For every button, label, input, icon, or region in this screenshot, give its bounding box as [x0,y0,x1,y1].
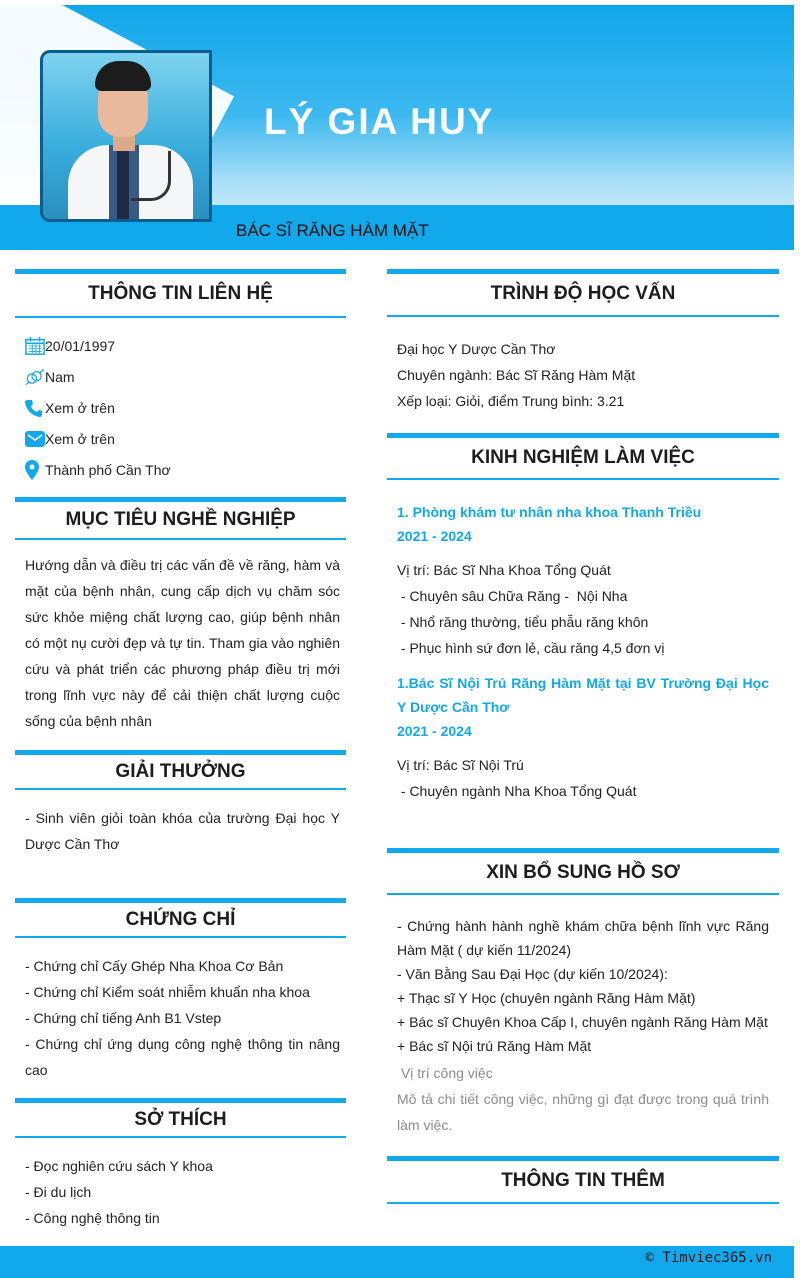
job-detail: - Nhổ răng thường, tiểu phẫu răng khôn [397,614,649,630]
objective-section [15,497,346,734]
certificate-item: - Chứng chỉ Kiểm soát nhiễm khuẩn nha khoa [25,984,310,1000]
supplement-line: + Bác sĩ Chuyên Khoa Cấp I, chuyên ngành Răng Hàm Mặt [397,1014,768,1030]
certificate-item: - Chứng chỉ Cấy Ghép Nha Khoa Cơ Bản [25,958,284,974]
job-detail: - Chuyên ngành Nha Khoa Tổng Quát [397,783,637,799]
education-line: Xếp loại: Giỏi, điểm Trung bình: 3.21 [397,393,625,409]
education-section [387,269,779,414]
contact-item-phone [15,392,346,423]
experience-section [387,433,779,804]
job-period: 2021 - 2024 [397,723,472,739]
job-position: Vị trí: Bác Sĩ Nội Trú [397,757,524,773]
job-period: 2021 - 2024 [397,528,472,544]
placeholder-description: Mô tả chi tiết công việc, những gì đạt được trong quá trình làm việc. [397,1091,769,1133]
supplement-line: - Chứng hành hành nghề khám chữa bệnh lĩnh vực Răng Hàm Mặt ( dự kiến 11/2024) [397,918,769,958]
hobby-item: - Công nghệ thông tin [25,1210,160,1226]
job-entry [397,671,769,804]
supplement-line: - Văn Bằng Sau Đại Học (dự kiến 10/2024): [397,966,668,982]
section-heading: THÔNG TIN LIÊN HỆ [15,269,346,318]
contact-text: Thành phố Cần Thơ [45,461,171,478]
contact-section [15,269,346,485]
job-title: BÁC SĨ RĂNG HÀM MẶT [236,221,429,240]
objective-text: Hướng dẫn và điều trị các vấn đề về răng, hàm và mặt của bệnh nhân, cung cấp dịch vụ chăm sóc sức khỏe miệng chất lượng cao, giúp bệnh nhân có một nụ cười đẹp và tự tin. Tham gia vào nghiên cứu và phát triển các phương pháp điều trị mới trong lĩnh vực này để cải thiện chất lượng cuộc sống của bệnh nhân [25,557,340,729]
more-info-section [387,1156,779,1204]
supplement-section [387,848,779,1138]
supplement-line: + Thạc sĩ Y Học (chuyên ngành Răng Hàm Mặt) [397,990,696,1006]
hobby-item: - Đi du lịch [25,1184,92,1200]
job-entry [397,500,769,661]
contact-text: Xem ở trên [45,399,115,416]
contact-text: Nam [45,368,75,385]
profile-photo [40,50,212,222]
email-icon [15,431,45,447]
hobby-item: - Đọc nghiên cứu sách Y khoa [25,1158,213,1174]
job-detail: - Phục hình sứ đơn lẻ, cầu răng 4,5 đơn vị [397,640,665,656]
location-icon [15,460,45,480]
section-heading: THÔNG TIN THÊM [387,1156,779,1204]
contact-item-birthday [15,330,346,361]
calendar-icon [15,336,45,356]
job-detail: - Chuyên sâu Chữa Răng - Nội Nha [397,588,628,604]
contact-item-location [15,454,346,485]
section-heading: SỞ THÍCH [15,1098,346,1138]
supplement-line: + Bác sĩ Nội trú Răng Hàm Mặt [397,1038,592,1054]
awards-text: - Sinh viên giỏi toàn khóa của trường Đại học Y Dược Cần Thơ [25,810,340,852]
contact-item-gender [15,361,346,392]
awards-section [15,750,346,857]
hobbies-section [15,1098,346,1231]
section-heading: XIN BỔ SUNG HỒ SƠ [387,848,779,895]
footer-bar [0,1246,794,1278]
contact-text: 20/01/1997 [45,337,116,354]
certificate-item: - Chứng chỉ tiếng Anh B1 Vstep [25,1010,222,1026]
contact-item-email [15,423,346,454]
section-heading: GIẢI THƯỞNG [15,750,346,790]
gender-icon [15,367,45,387]
education-line: Đại học Y Dược Cần Thơ [397,341,556,357]
section-heading: MỤC TIÊU NGHỀ NGHIỆP [15,497,346,540]
certificates-section [15,898,346,1083]
contact-text: Xem ở trên [45,430,115,447]
placeholder-title: Vị trí công việc [397,1065,493,1081]
section-heading: KINH NGHIỆM LÀM VIỆC [387,433,779,480]
footer-credit: © Timviec365.vn [645,1250,772,1266]
job-position: Vị trí: Bác Sĩ Nha Khoa Tổng Quát [397,562,611,578]
job-company: 1. Phòng khám tư nhân nha khoa Thanh Triều [397,504,702,520]
certificate-item: - Chứng chỉ ứng dụng công nghệ thông tin nâng cao [25,1036,340,1078]
section-heading: TRÌNH ĐỘ HỌC VẤN [387,269,779,317]
job-company: 1.Bác Sĩ Nội Trú Răng Hàm Mặt tại BV Trường Đại Học Y Dược Cần Thơ [397,675,769,715]
candidate-name: LÝ GIA HUY [264,101,495,142]
cv-header [0,5,794,250]
phone-icon [15,399,45,417]
section-heading: CHỨNG CHỈ [15,898,346,938]
education-line: Chuyên ngành: Bác Sĩ Răng Hàm Mặt [397,367,636,383]
